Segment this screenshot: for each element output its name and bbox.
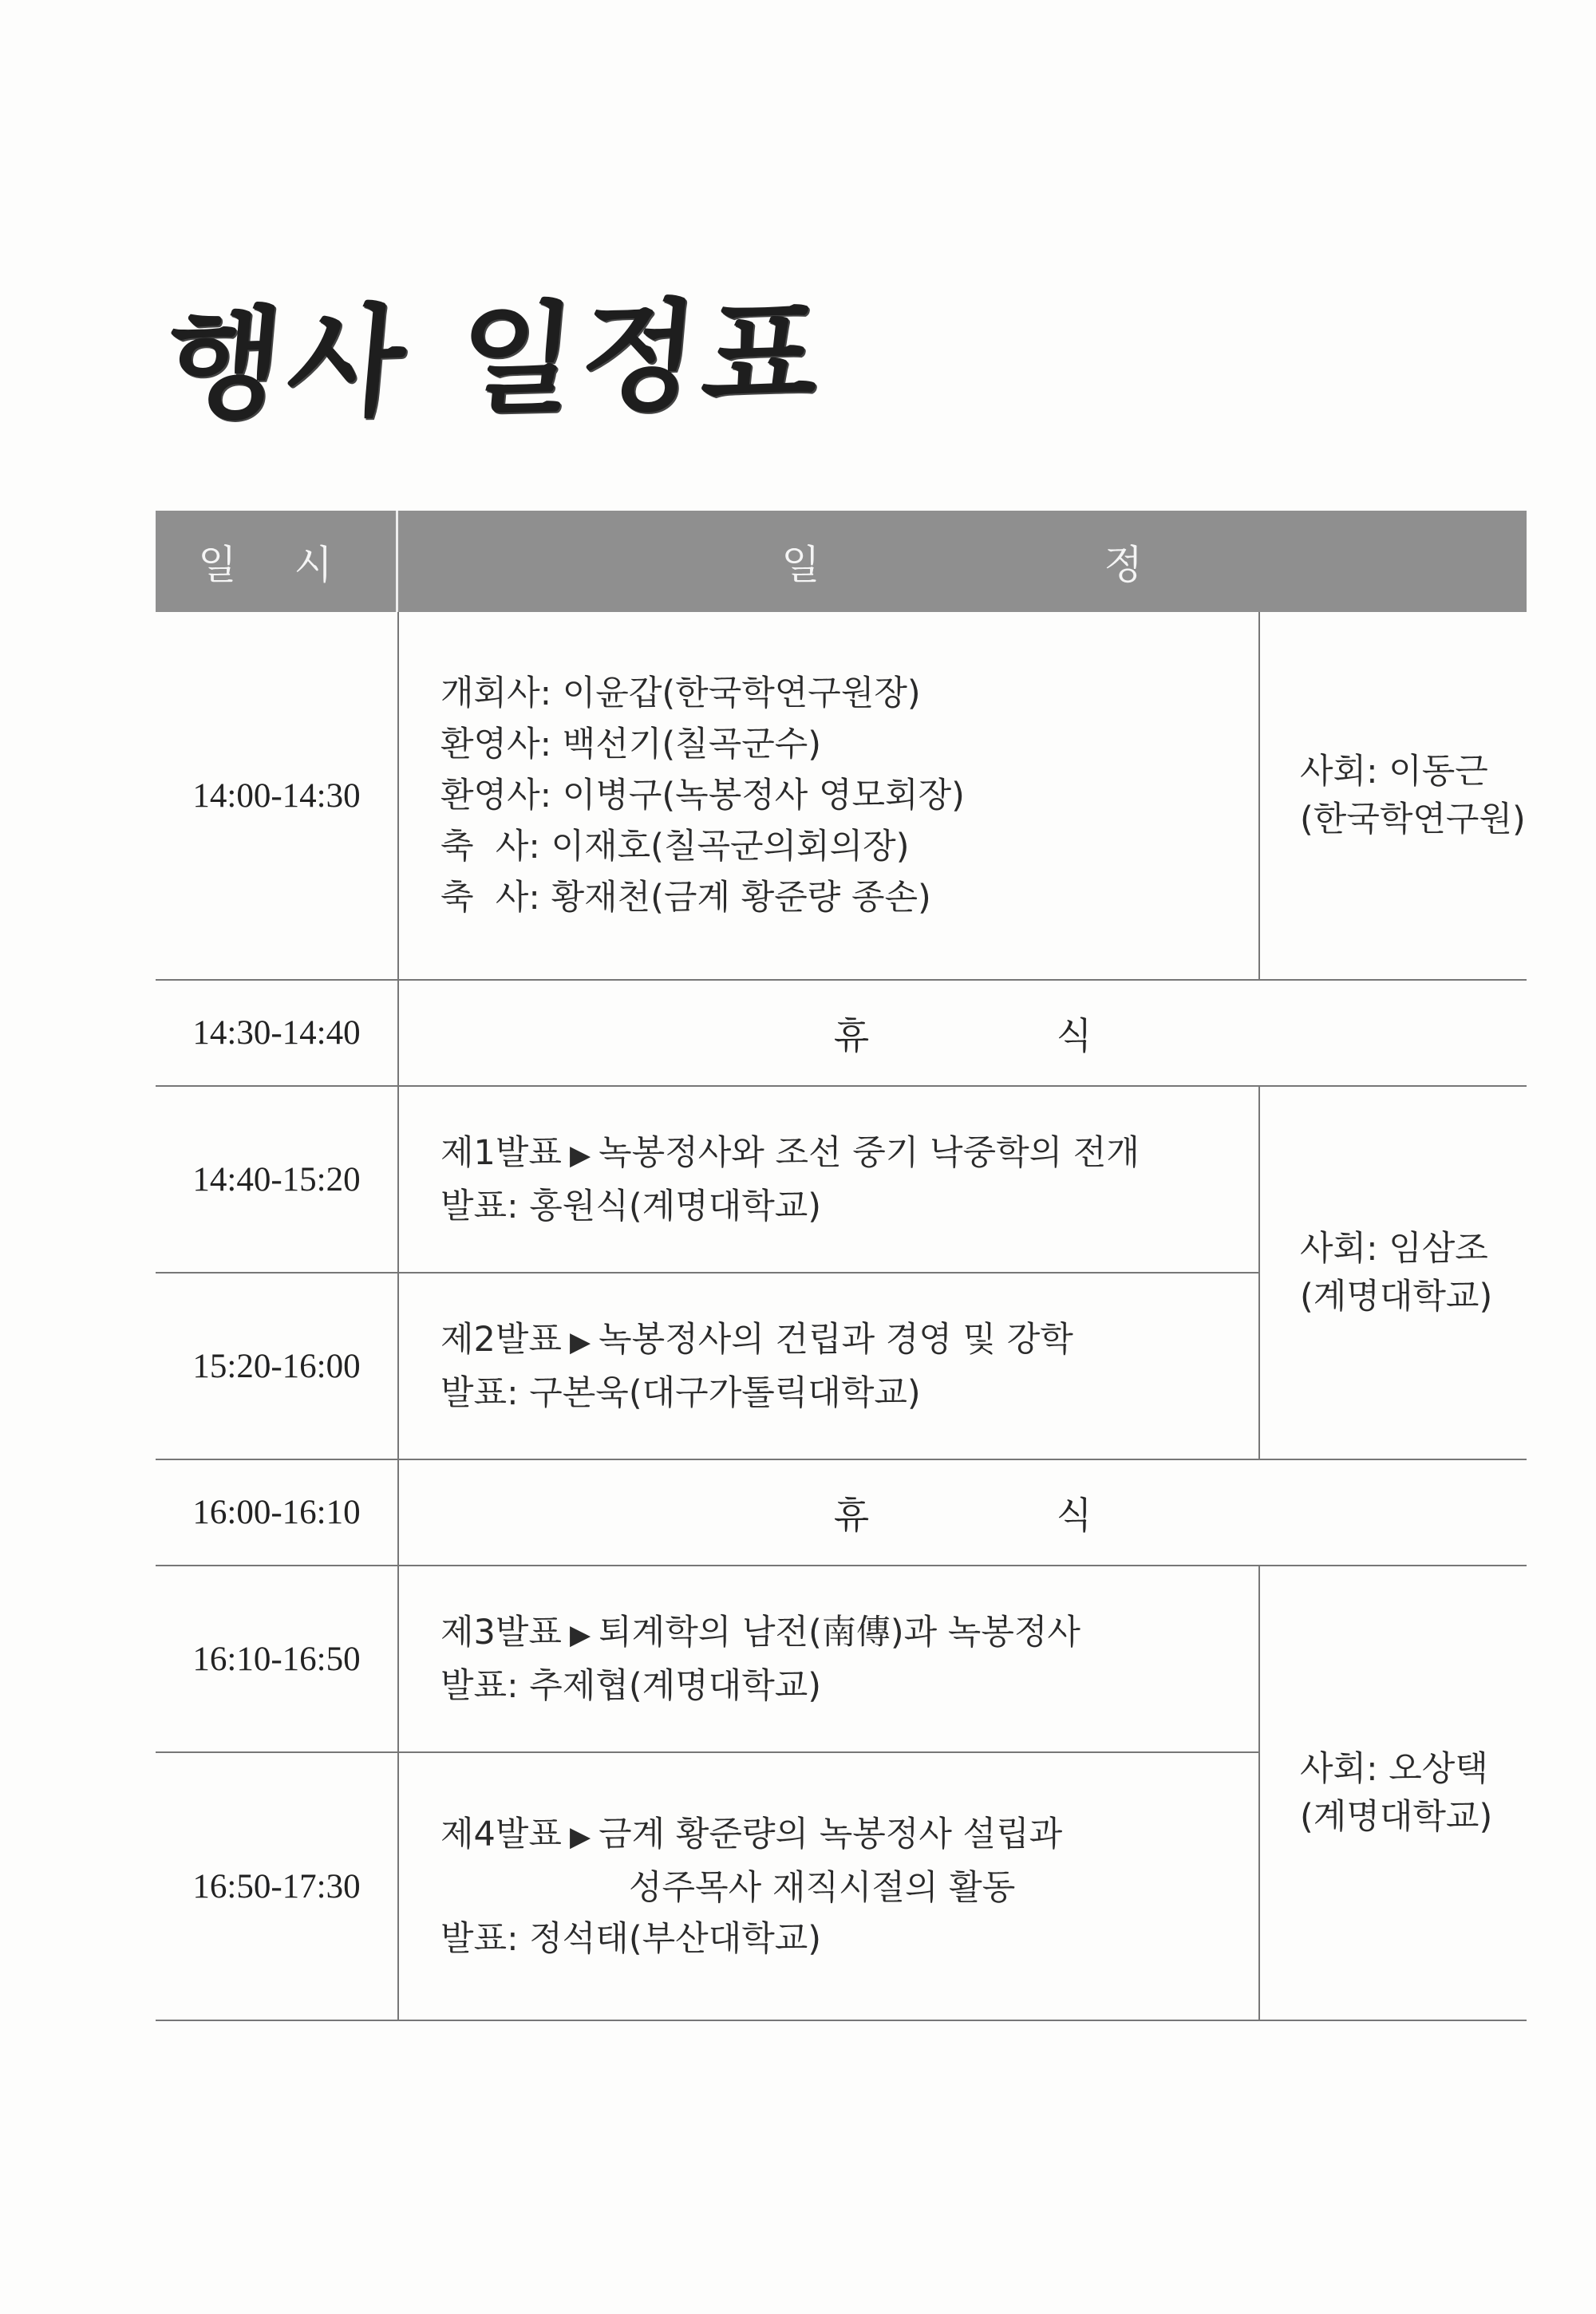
- moderator-name: 사회: 이동근: [1300, 752, 1488, 792]
- presentation-topic: 녹봉정사와 조선 중기 낙중학의 전개: [598, 1132, 1140, 1173]
- presentation-title: [440, 1607, 1258, 1660]
- presentation-topic: 녹봉정사의 건립과 경영 및 강학: [598, 1319, 1073, 1360]
- break-cell: 휴 식: [398, 1459, 1527, 1566]
- time-cell: 16:50-17:30: [156, 1752, 398, 2020]
- presenter: 발표: 정석태(부산대학교): [440, 1918, 822, 1959]
- program-cell: [398, 1273, 1259, 1459]
- presentation-label: 제3발표: [440, 1612, 562, 1653]
- program-cell: [398, 1566, 1259, 1752]
- presenter: 발표: 추제협(계명대학교): [440, 1665, 822, 1706]
- program-line: 개회사: 이윤갑(한국학연구원장): [440, 673, 921, 713]
- time-cell: 14:40-15:20: [156, 1086, 398, 1273]
- time-cell: 16:10-16:50: [156, 1566, 398, 1752]
- presentation-title: [440, 1127, 1258, 1181]
- program-line: 축 사: 황재천(금계 황준량 종손): [440, 878, 931, 918]
- program-line: 축 사: 이재호(칠곡군의회의장): [440, 827, 910, 867]
- table-row: [156, 980, 1527, 1086]
- time-cell: 16:00-16:10: [156, 1459, 398, 1566]
- arrow-icon: ▶: [569, 1820, 591, 1853]
- table-header: [156, 511, 1527, 612]
- table-row: [156, 1566, 1527, 1752]
- presentation-label: 제2발표: [440, 1319, 562, 1360]
- time-cell: 15:20-16:00: [156, 1273, 398, 1459]
- presentation-topic: 퇴계학의 남전(南傳)과 녹봉정사: [598, 1612, 1080, 1653]
- presenter: 발표: 홍원식(계명대학교): [440, 1186, 822, 1226]
- program-line: 환영사: 백선기(칠곡군수): [440, 725, 822, 764]
- moderator-name: 사회: 오상택: [1300, 1749, 1488, 1789]
- moderator-cell: [1259, 1566, 1527, 2020]
- program-line: 환영사: 이병구(녹봉정사 영모회장): [440, 776, 965, 815]
- table-row: [156, 1086, 1527, 1273]
- moderator-affiliation: (계명대학교): [1300, 1797, 1493, 1837]
- header-time: 일 시: [198, 541, 355, 588]
- moderator-affiliation: (계명대학교): [1300, 1277, 1493, 1317]
- program-cell: [398, 612, 1259, 980]
- arrow-icon: ▶: [569, 1618, 591, 1651]
- program-cell: [398, 1086, 1259, 1273]
- page-title: 행사 일정표: [160, 283, 832, 436]
- presentation-topic: 금계 황준량의 녹봉정사 설립과: [598, 1814, 1063, 1854]
- presenter: 발표: 구본욱(대구가톨릭대학교): [440, 1372, 921, 1413]
- presentation-label: 제1발표: [440, 1132, 562, 1173]
- moderator-cell: [1259, 1086, 1527, 1459]
- presentation-label: 제4발표: [440, 1814, 562, 1854]
- schedule-table: [156, 511, 1527, 2021]
- program-cell: [398, 1752, 1259, 2020]
- header-program: 일 정: [781, 541, 1278, 588]
- break-cell: 휴 식: [398, 980, 1527, 1086]
- arrow-icon: ▶: [569, 1325, 591, 1358]
- time-cell: 14:00-14:30: [156, 612, 398, 980]
- moderator-affiliation: (한국학연구원): [1300, 800, 1526, 839]
- presentation-title: [440, 1314, 1258, 1368]
- table-row: [156, 612, 1527, 980]
- time-cell: 14:30-14:40: [156, 980, 398, 1086]
- arrow-icon: ▶: [569, 1139, 591, 1171]
- presentation-topic-cont: 성주목사 재직시절의 활동: [629, 1867, 1016, 1908]
- presentation-title: [440, 1809, 1258, 1862]
- moderator-name: 사회: 임삼조: [1300, 1229, 1488, 1269]
- moderator-cell: [1259, 612, 1527, 980]
- table-row: [156, 1459, 1527, 1566]
